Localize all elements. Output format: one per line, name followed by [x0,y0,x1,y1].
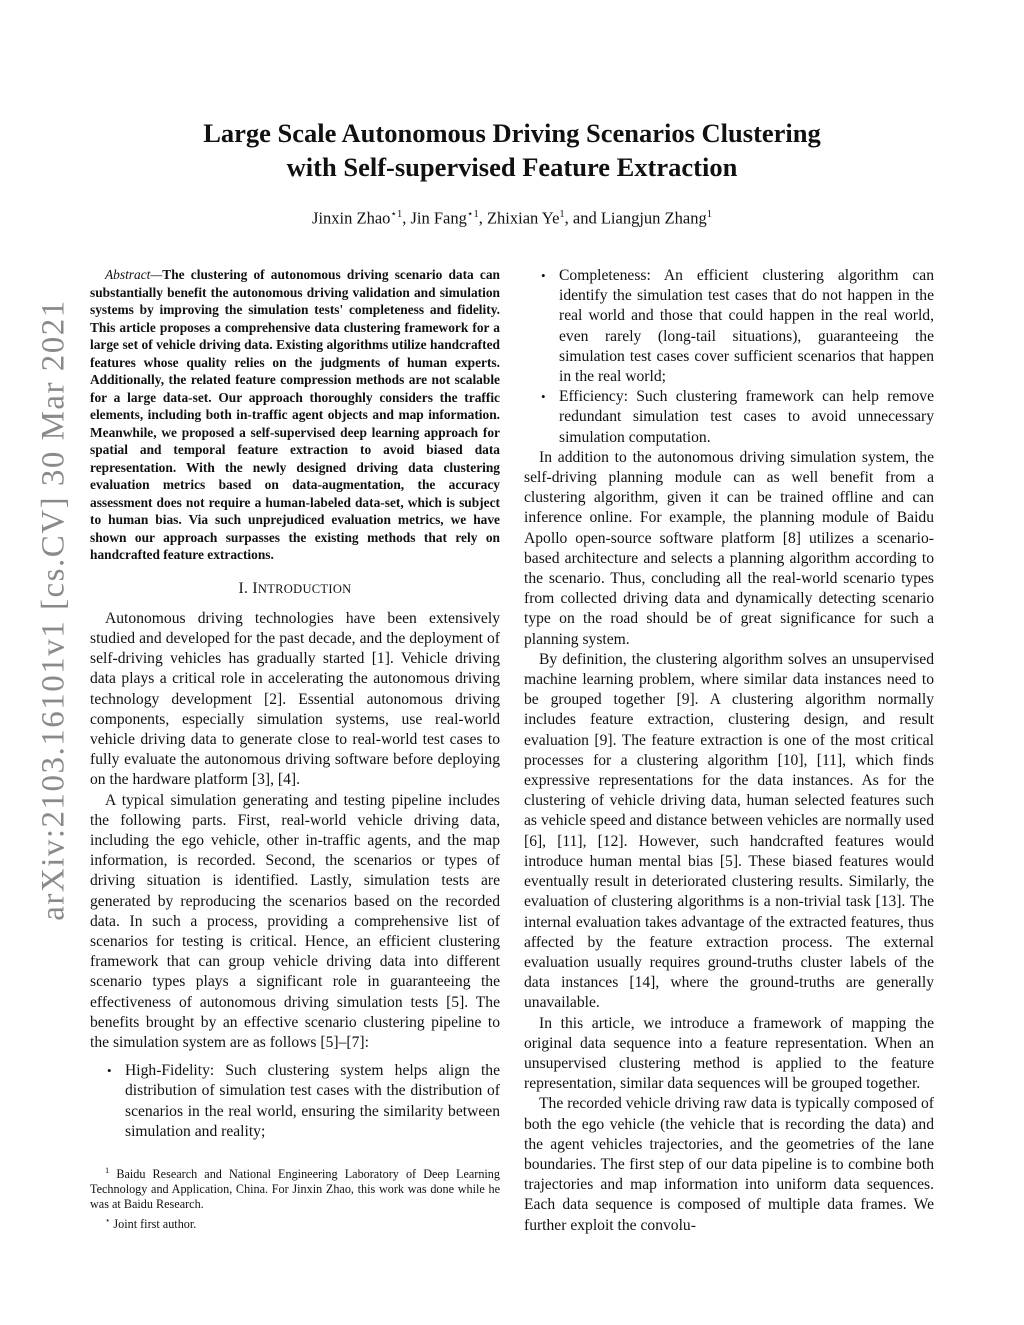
left-column [90,266,500,1142]
bullet-item [524,387,934,448]
bullet-icon: • [107,1063,112,1079]
paper-title [150,116,874,184]
bullet-item [90,1061,500,1142]
bullet-text: High-Fidelity: Such clustering system helps align the distribution of simulation test cases with the distribution of scenarios in the real world, ensuring the similarity between simulation and reality; [125,1062,500,1140]
footnote-text: Baidu Research and National Engineering Laboratory of Deep Learning Technology and Application, China. For Jinxin Zhao, this work was done while he was at Baidu Research. [90,1167,500,1212]
title-line-2: with Self-supervised Feature Extraction [286,152,738,182]
bullet-icon: • [541,268,546,283]
footnote [90,1163,500,1213]
author-4-mark: 1 [706,209,712,220]
section-number: I. [238,579,253,597]
abstract-label: Abstract— [105,267,163,282]
author-separator: , [478,208,487,228]
paragraph: A typical simulation generating and testing pipeline includes the following parts. First, real-world vehicle driving data, including the ego vehicle, other in-traffic agents, and the map information, is recorded. Second, the scenarios or types of driving situation is identified. Lastly, simulation tests are generated by reproducing the scenarios based on the recorded data. In such a process, providing a comprehensive list of scenarios for testing is critical. Hence, an efficient clustering framework that can group vehicle driving data into different scenario types plays a significant role in guaranteeing the effectiveness of autonomous driving simulation tests [5]. The benefits brought by an effective scenario clustering pipeline to the simulation system are as follows [5]–[7]: [90,791,500,1051]
arxiv-identifier: arXiv:2103.16101v1 [cs.CV] 30 Mar 2021 [35,299,72,921]
bullet-text: Completeness: An efficient clustering algorithm can identify the simulation test cases that do not happen in the real world and those that could happen in the real world, even rarely (long-tail situations), guaranteeing the simulation test cases cover sufficient scenarios that happen in the real world; [559,267,934,386]
footnotes [90,1163,500,1232]
footnote-mark: 1 [105,1165,110,1175]
author-separator: , and [564,208,601,228]
author-1-mark: ⋆1 [390,209,403,220]
paragraph: In this article, we introduce a framework of mapping the original data sequence into a feature representation. When an unsupervised clustering method is applied to the feature representation, similar data sequences will be grouped together. [524,1014,934,1093]
right-column [524,266,934,1236]
author-separator: , [402,208,411,228]
author-4: Liangjun Zhang [600,208,707,228]
author-2: Jin Fang [410,208,467,228]
footnote-mark: ⋆ [105,1214,111,1225]
paragraph: The recorded vehicle driving raw data is typically composed of both the ego vehicle (the vehicle that is recording the data) and the agent vehicles trajectories, and the geometries of the lane boundaries. The first step of our data pipeline is to combine both trajectories and map information into uniform data sequences. Each data sequence is composed of multiple data frames. We further exploit the convolu- [524,1095,934,1234]
author-3-mark: 1 [559,209,565,220]
bullet-item [524,266,934,387]
paragraph: By definition, the clustering algorithm solves an unsupervised machine learning problem, where similar data instances need to be grouped together [9]. A clustering algorithm normally includes feature extraction, clustering design, and result evaluation [9]. The feature extraction is one of the most critical processes for a clustering algorithm [10], [11], which finds expressive representations for the data instances. As for the clustering of vehicle driving data, human selected features such as vehicle speed and distance between vehicles are normally used [6], [11], [12]. However, such handcrafted features would introduce human mental bias [5]. These biased features would eventually result in deteriorated clustering results. Similarly, the evaluation of clustering algorithms is a non-trivial task [13]. The internal evaluation takes advantage of the extracted features, thus affected by the feature extraction process. The external evaluation usually requires ground-truths cluster labels of the data instances [14], where the ground-truths are generally unavailable. [524,650,934,1012]
bullet-list [90,1061,500,1142]
abstract [90,266,500,564]
author-2-mark: ⋆1 [466,209,479,220]
section-heading-introduction [90,579,500,599]
section-title-rest: NTRODUCTION [257,581,352,596]
paragraph: Autonomous driving technologies have been extensively studied and developed for the past decade, and the deployment of self-driving vehicles has gradually started [1]. Vehicle driving data plays a critical role in accelerating the autonomous driving technology development [2]. Essential autonomous driving components, especially simulation systems, use real-world vehicle driving data to generate close to real-world test cases to fully evaluate the autonomous driving software before deploying on the hardware platform [3], [4]. [90,609,500,789]
bullet-icon: • [541,389,546,405]
author-1: Jinxin Zhao [312,208,391,228]
author-3: Zhixian Ye [486,208,560,228]
section-initial: I [252,579,258,597]
footnote [90,1213,500,1232]
bullet-list [524,266,934,448]
abstract-text: The clustering of autonomous driving scenario data can substantially benefit the autonomous driving validation and simulation systems by improving the simulation tests' completeness and fidelity. This article proposes a comprehensive data clustering framework for a large set of vehicle driving data. Existing algorithms utilize handcrafted features whose quality relies on the judgments of human experts. Additionally, the related feature compression methods are not scalable for a large data-set. Our approach thoroughly considers the traffic elements, including both in-traffic agent objects and map information. Meanwhile, we proposed a self-supervised deep learning approach for spatial and temporal feature extraction to avoid biased data representation. With the newly designed driving data clustering evaluation metrics based on data-augmentation, the accuracy assessment does not require a human-labeled data-set, which is subject to human bias. Via such unprejudiced evaluation metrics, we have shown our approach surpasses the existing methods that rely on handcrafted feature extractions. [90,267,500,562]
paragraph: In addition to the autonomous driving simulation system, the self-driving planning module can as well benefit from a clustering algorithm, given it can be trained offline and can inference online. For example, the planning module of Baidu Apollo open-source software platform [8] utilizes a scenario-based architecture and selects a planning algorithm according to the scenario. Thus, concluding all the real-world scenario types from collected driving data and dynamically detecting scenario type on the road should be of great significance for such a planning system. [524,448,934,648]
footnote-text: Joint first author. [113,1216,197,1231]
title-line-1: Large Scale Autonomous Driving Scenarios Clustering [203,118,821,148]
author-list [150,208,874,229]
bullet-text: Efficiency: Such clustering framework can help remove redundant simulation test cases to avoid unnecessary simulation computation. [559,388,934,446]
